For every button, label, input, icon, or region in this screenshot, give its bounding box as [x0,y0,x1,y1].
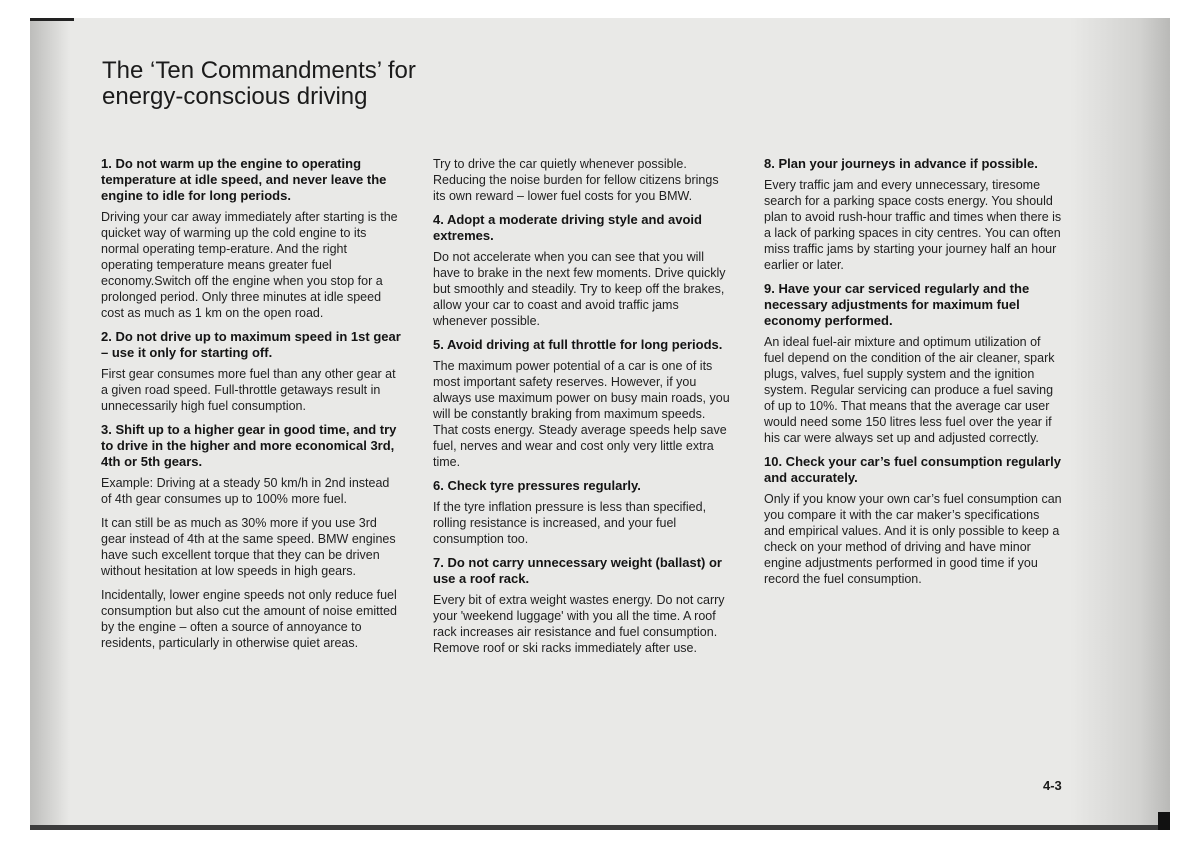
page-title: The ‘Ten Commandments’ for energy-conscious driving [102,57,416,110]
section-heading: 2. Do not drive up to maximum speed in 1st gear – use it only for starting off. [101,329,401,360]
paragraph: First gear consumes more fuel than any other gear at a given road speed. Full-throttle getaways result in unnecessarily high fuel consumption. [101,367,396,413]
section-heading: 9. Have your car serviced regularly and the necessary adjustments for maximum fuel economy performed. [764,281,1030,328]
section-heading: 5. Avoid driving at full throttle for long periods. [433,337,723,352]
paragraph: Every traffic jam and every unnecessary, tiresome search for a parking space costs energy. You should plan to avoid rush-hour traffic and times when there is a lack of parking spaces in city centres. You can often miss traffic jams by starting your journey half an hour earlier or later. [764,178,1062,272]
corner-mark [1158,812,1170,830]
paragraph: Driving your car away immediately after starting is the quicket way of warming up the cold engine to its normal operating temp-erature. And the right operating temperature means greater fuel economy.Switch off the engine when you stop for a prolonged period. Only three minutes at idle speed cost as much as 1 km on the open road. [101,210,398,320]
column-2 [433,156,733,664]
paragraph: If the tyre inflation pressure is less than specified, rolling resistance is increased, and your fuel consumption too. [433,500,707,546]
section-heading: 8. Plan your journeys in advance if possible. [764,156,1038,171]
section-heading: 10. Check your car’s fuel consumption regularly and accurately. [764,454,1061,485]
paragraph: Try to drive the car quietly whenever possible. Reducing the noise burden for fellow citizens brings its own reward – lower fuel costs for you BMW. [433,157,719,203]
paragraph: Do not accelerate when you can see that you will have to brake in the next few moments. Drive quickly but smoothly and steadily. Try to keep off the brakes, allow your car to coast and avoid traffic jams whenever possible. [433,250,726,328]
paragraph: Example: Driving at a steady 50 km/h in 2nd instead of 4th gear consumes up to 100% more fuel. [101,476,390,506]
top-edge-mark [30,18,74,21]
paragraph: It can still be as much as 30% more if you use 3rd gear instead of 4th at the same speed. BMW engines have such excellent torque that they can be driven without hesitation at low speeds in high gears. [101,516,396,578]
bottom-edge [30,825,1170,830]
section-heading: 3. Shift up to a higher gear in good time, and try to drive in the higher and more economical 3rd, 4th or 5th gears. [101,422,397,469]
section-heading: 6. Check tyre pressures regularly. [433,478,641,493]
paragraph: The maximum power potential of a car is one of its most important safety reserves. However, if you always use maximum power on busy main roads, you will be constantly braking from maximum speeds. That costs energy. Steady average speeds help save fuel, nerves and wear and cost only very little extra time. [433,359,730,469]
page-edge-shadow [1070,18,1170,830]
paragraph: Only if you know your own car’s fuel consumption can you compare it with the car maker’s specifications and empirical values. And it is only possible to keep a check on your method of driving and have minor engine adjustments performed in good time if you record the fuel consumption. [764,492,1062,586]
section-heading: 4. Adopt a moderate driving style and avoid extremes. [433,212,702,243]
paragraph: An ideal fuel-air mixture and optimum utilization of fuel depend on the condition of the air cleaner, spark plugs, valves, fuel supply system and the ignition system. Regular servicing can produce a fuel saving of up to 10%. That means that the average car user would need some 150 litres less fuel over the year if his car were always set up and adjusted correctly. [764,335,1055,445]
column-1 [101,156,401,659]
paragraph: Incidentally, lower engine speeds not only reduce fuel consumption but also cut the amount of noise emitted by the engine – often a source of annoyance to residents, particularly in otherwise quiet areas. [101,588,398,650]
paragraph: Every bit of extra weight wastes energy. Do not carry your 'weekend luggage' with you all the time. A roof rack increases air resistance and fuel consumption. Remove roof or ski racks immediately after use. [433,593,725,655]
binding-shadow [30,18,70,830]
column-3 [764,156,1062,595]
section-heading: 1. Do not warm up the engine to operating temperature at idle speed, and never leave the engine to idle for long periods. [101,156,387,203]
page-number: 4-3 [1043,778,1062,793]
section-heading: 7. Do not carry unnecessary weight (ballast) or use a roof rack. [433,555,722,586]
